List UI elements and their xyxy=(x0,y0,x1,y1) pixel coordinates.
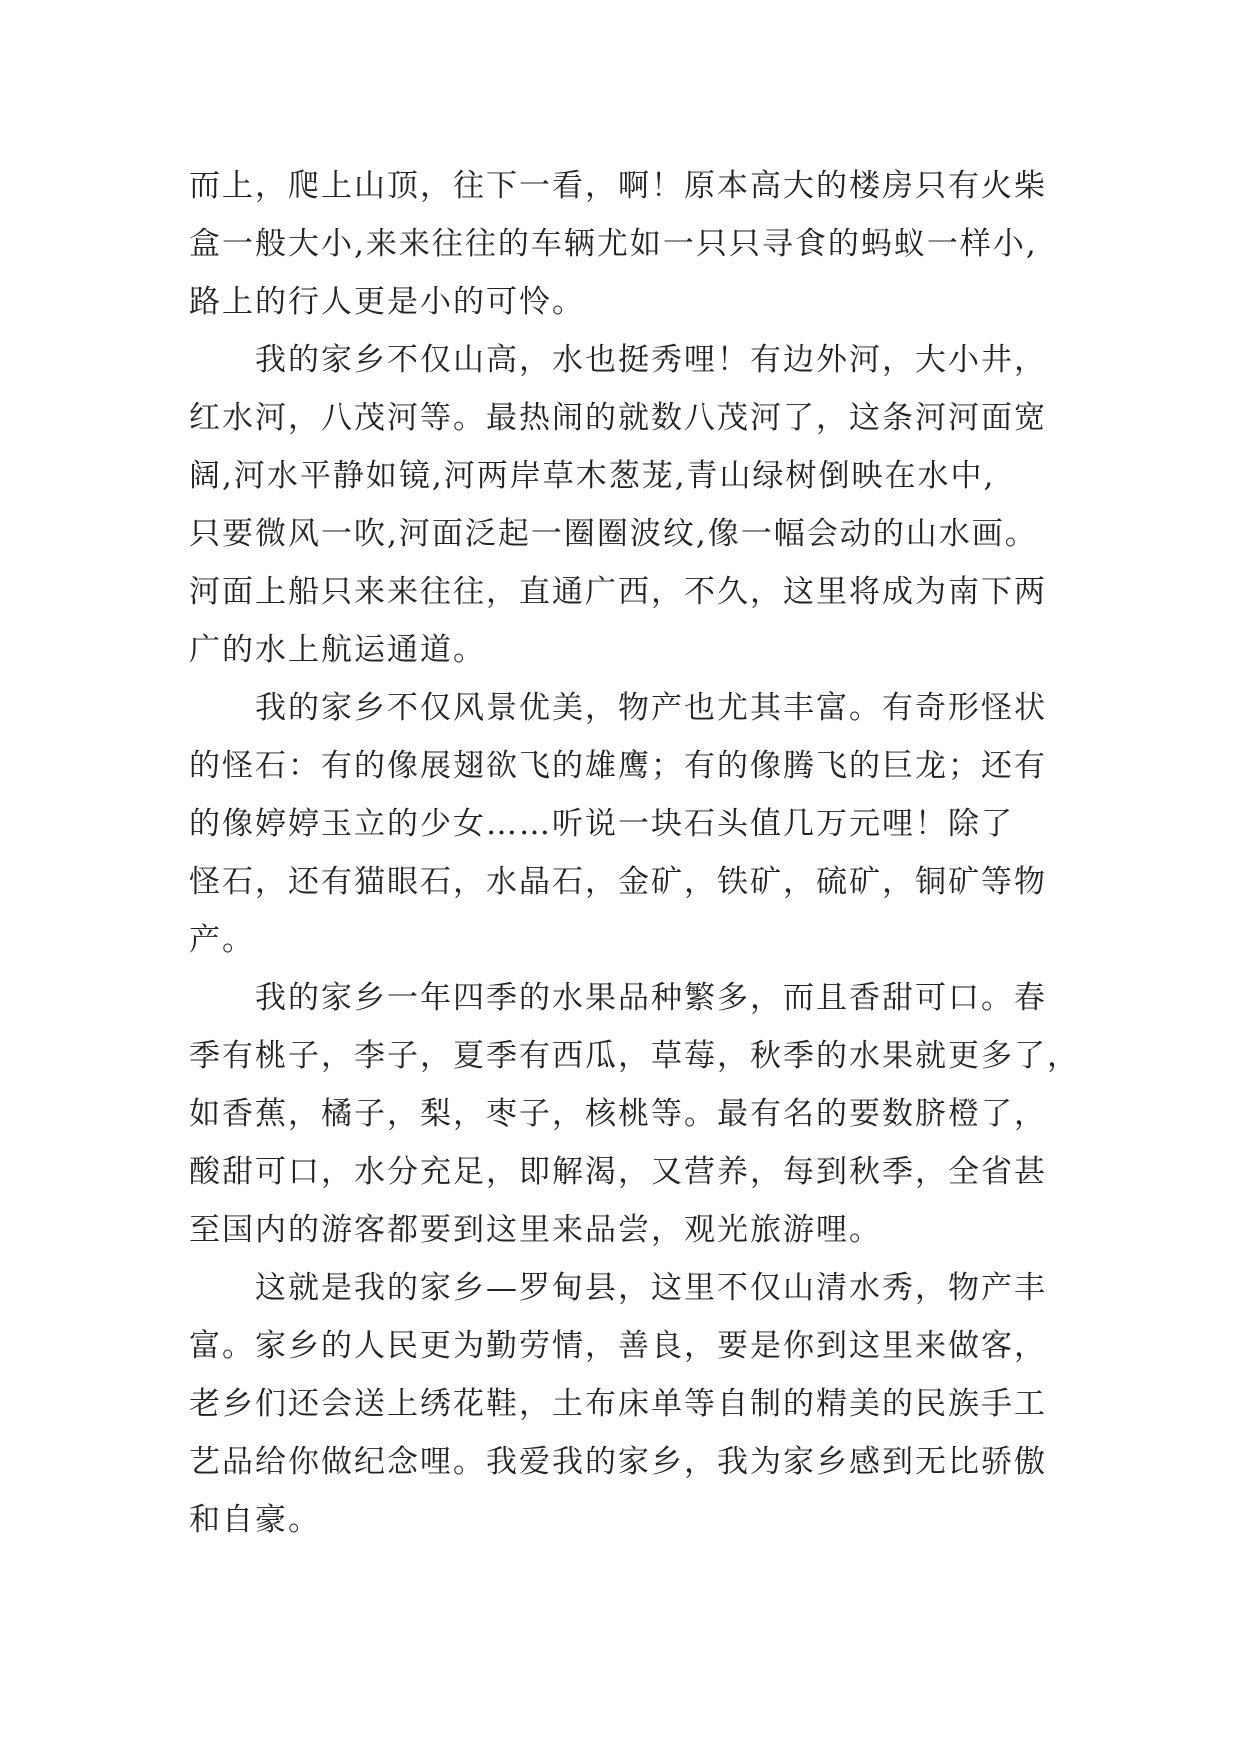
text-line-19: 至国内的游客都要到这里来品尝，观光旅游哩。 xyxy=(189,1212,882,1248)
text-line-1: 而上，爬上山顶，往下一看，啊！原本高大的楼房只有火柴 xyxy=(189,168,1047,204)
text-line-8: 河面上船只来来往往，直通广西，不久，这里将成为南下两 xyxy=(189,574,1047,610)
text-line-3: 路上的行人更是小的可怜。 xyxy=(189,284,585,320)
text-line-5: 红水河，八茂河等。最热闹的就数八茂河了，这条河河面宽 xyxy=(189,400,1047,436)
text-line-4: 我的家乡不仅山高，水也挺秀哩！有边外河，大小井， xyxy=(255,342,1047,378)
text-line-18: 酸甜可口，水分充足，即解渴，又营养，每到秋季，全省甚 xyxy=(189,1154,1047,1190)
text-line-11: 的怪石：有的像展翅欲飞的雄鹰；有的像腾飞的巨龙；还有 xyxy=(189,748,1047,784)
essay-body xyxy=(189,157,1079,1549)
text-line-10: 我的家乡不仅风景优美，物产也尤其丰富。有奇形怪状 xyxy=(255,690,1047,726)
text-line-22: 老乡们还会送上绣花鞋，土布床单等自制的精美的民族手工 xyxy=(189,1386,1047,1422)
text-line-24: 和自豪。 xyxy=(189,1502,321,1538)
text-line-17: 如香蕉，橘子，梨，枣子，核桃等。最有名的要数脐橙了， xyxy=(189,1096,1047,1132)
text-line-15: 我的家乡一年四季的水果品种繁多，而且香甜可口。春 xyxy=(255,980,1047,1016)
text-line-23: 艺品给你做纪念哩。我爱我的家乡，我为家乡感到无比骄傲 xyxy=(189,1444,1047,1480)
text-line-2: 盒一般大小,来来往往的车辆尤如一只只寻食的蚂蚁一样小, xyxy=(189,226,1038,262)
text-line-7: 只要微风一吹,河面泛起一圈圈波纹,像一幅会动的山水画。 xyxy=(189,516,1038,552)
text-line-20: 这就是我的家乡—罗甸县，这里不仅山清水秀，物产丰 xyxy=(255,1270,1047,1306)
text-line-12: 的像婷婷玉立的少女……听说一块石头值几万元哩！除了 xyxy=(189,806,1014,842)
text-line-13: 怪石，还有猫眼石，水晶石，金矿，铁矿，硫矿，铜矿等物 xyxy=(189,864,1047,900)
text-line-9: 广的水上航运通道。 xyxy=(189,632,486,668)
text-line-16: 季有桃子，李子，夏季有西瓜，草莓，秋季的水果就更多了， xyxy=(189,1038,1080,1074)
text-line-14: 产。 xyxy=(189,922,255,958)
text-line-21: 富。家乡的人民更为勤劳情，善良，要是你到这里来做客， xyxy=(189,1328,1047,1364)
text-line-6: 阔,河水平静如镜,河两岸草木葱茏,青山绿树倒映在水中, xyxy=(189,458,996,494)
